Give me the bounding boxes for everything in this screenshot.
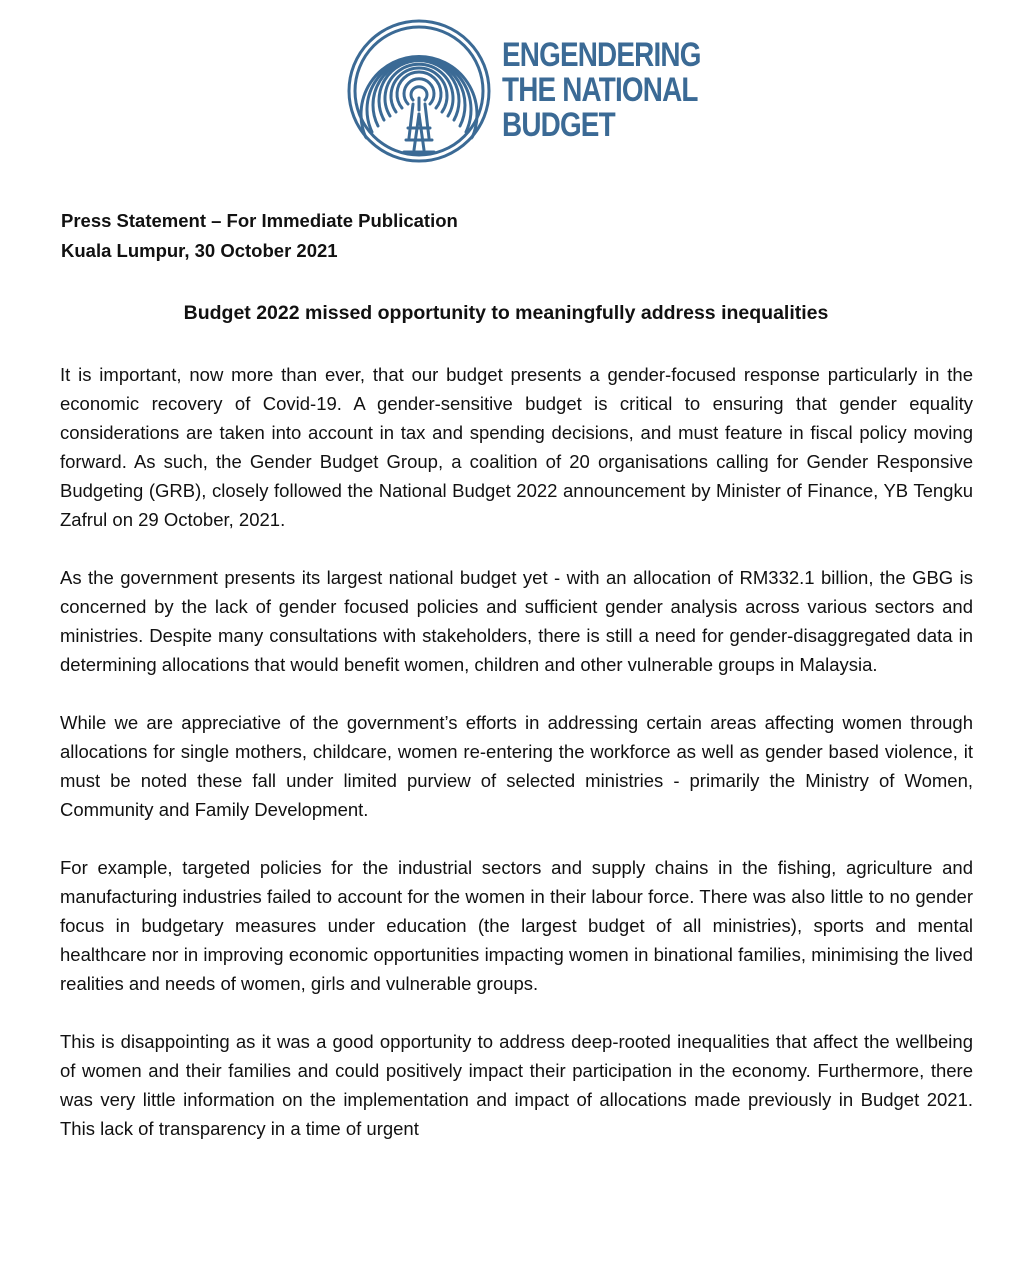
document-title: Budget 2022 missed opportunity to meaningfully address inequalities [183,302,829,324]
paragraph: This is disappointing as it was a good opportunity to address deep-rooted inequalities that affect the wellbeing of women and their families and could positively impact their participation in the economy. Furthermore, there was very little information on the implementation and impact of allocations made previously in Budget 2021. This lack of transparency in a time of urgent [60,1031,973,1139]
dateline: Kuala Lumpur, 30 October 2021 [61,240,338,261]
paragraph: As the government presents its largest national budget yet - with an allocation of RM332.1 billion, the GBG is concerned by the lack of gender focused policies and sufficient gender analysis across various sectors and ministries. Despite many consultations with stakeholders, there is still a need for gender-disaggregated data in determining allocations that would benefit women, children and other vulnerable groups in Malaysia. [60,567,973,675]
press-statement-label: Press Statement – For Immediate Publication [61,210,458,231]
logo-line-3: BUDGET [502,106,615,144]
press-header [61,206,458,266]
logo-wordmark [502,38,701,143]
logo-line-1: ENGENDERING [502,36,701,74]
organization-logo [346,18,701,164]
fingerprint-icon [346,18,492,164]
logo-line-2: THE NATIONAL [502,71,698,109]
paragraph: While we are appreciative of the government’s efforts in addressing certain areas affecting women through allocations for single mothers, childcare, women re-entering the workforce as well as gender based violence, it must be noted these fall under limited purview of selected ministries - primarily the Ministry of Women, Community and Family Development. [60,712,973,820]
paragraph: It is important, now more than ever, that our budget presents a gender-focused response particularly in the economic recovery of Covid-19. A gender-sensitive budget is critical to ensuring that gender equality considerations are taken into account in tax and spending decisions, and must feature in fiscal policy moving forward. As such, the Gender Budget Group, a coalition of 20 organisations calling for Gender Responsive Budgeting (GRB), closely followed the National Budget 2022 announcement by Minister of Finance, YB Tengku Zafrul on 29 October, 2021. [60,364,973,530]
paragraph: For example, targeted policies for the industrial sectors and supply chains in the fishing, agriculture and manufacturing industries failed to account for the women in their labour force. There was also little to no gender focus in budgetary measures under education (the largest budget of all ministries), sports and mental healthcare nor in improving economic opportunities impacting women in binational families, minimising the lived realities and needs of women, girls and vulnerable groups. [60,857,973,994]
document-body [60,360,973,1172]
